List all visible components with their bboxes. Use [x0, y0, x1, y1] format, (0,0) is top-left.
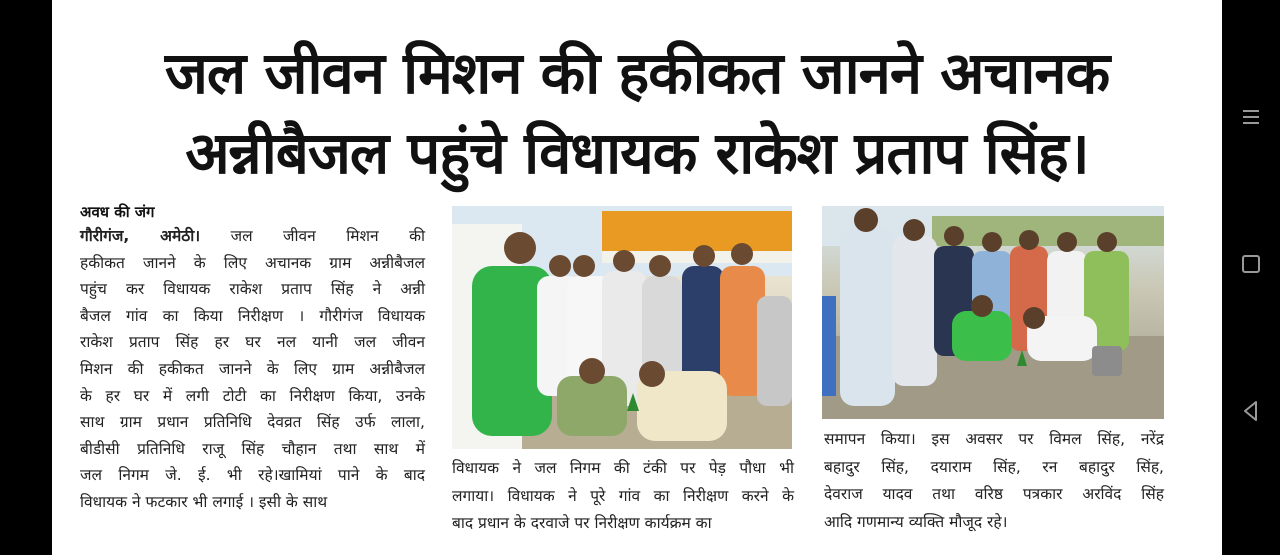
body-line: साथ ग्राम प्रधान प्रतिनिधि देवव्रत सिंह उर्फ लाला,	[80, 413, 425, 432]
news-photo-group-planting	[452, 206, 792, 449]
byline: अवध की जंग	[80, 203, 155, 221]
photo-illustration	[822, 206, 1164, 419]
caption-line: बहादुर सिंह, दयाराम सिंह, रन बहादुर सिंह,	[824, 457, 1164, 476]
news-photo-mla-planting	[822, 206, 1164, 419]
headline-line-1: जल जीवन मिशन की हकीकत जानने अचानक	[164, 39, 1110, 107]
body-line: हकीकत जानने के लिए अचानक ग्राम अन्नीबैजल	[80, 253, 425, 272]
square-icon[interactable]	[1222, 255, 1280, 273]
body-line: विधायक ने फटकार भी लगाई । इसी के साथ	[80, 492, 328, 511]
photo-illustration	[452, 206, 792, 449]
article-column-left	[80, 201, 425, 516]
headline-line-2: अन्नीबैजल पहुंचे विधायक राकेश प्रताप सिंह।	[185, 119, 1089, 187]
dateline: गौरीगंज, अमेठी।	[80, 227, 201, 245]
back-icon[interactable]	[1222, 400, 1280, 426]
caption-line: समापन किया। इस अवसर पर विमल सिंह, नरेंद्र	[824, 430, 1164, 448]
caption-line: विधायक ने जल निगम की टंकी पर पेड़ पौधा भी	[452, 459, 794, 477]
article-body-left	[80, 223, 425, 516]
photo-caption-right	[824, 426, 1164, 536]
caption-line: लगाया। विधायक ने पूरे गांव का निरीक्षण करने के	[452, 486, 794, 505]
body-line: राकेश प्रताप सिंह हर घर नल यानी जल जीवन	[80, 333, 425, 352]
android-nav-bar	[1222, 0, 1280, 555]
newspaper-clipping	[52, 0, 1222, 555]
photo-caption-middle	[452, 455, 794, 538]
caption-line: बाद प्रधान के दरवाजे पर निरीक्षण कार्यक्रम का	[452, 514, 712, 532]
menu-icon[interactable]	[1222, 106, 1280, 128]
body-line: मिशन की हकीकत जानने के लिए ग्राम अन्नीबैजल	[80, 359, 425, 378]
left-black-border	[0, 0, 52, 555]
caption-line: आदि गणमान्य व्यक्ति मौजूद रहे।	[824, 512, 1008, 531]
body-line: जल निगम जे. ई. भी रहे।खामियां पाने के बाद	[80, 466, 425, 485]
body-line: जल जीवन मिशन की	[230, 227, 426, 245]
body-line: बैजल गांव का किया निरीक्षण । गौरीगंज विधायक	[80, 306, 425, 325]
body-line: के हर घर में लगी टोटी का निरीक्षण किया, उनके	[80, 386, 425, 405]
body-line: पहुंच कर विधायक राकेश प्रताप सिंह ने अन्नी	[80, 280, 425, 299]
body-line: बीडीसी प्रतिनिधि राजू सिंह चौहान तथा साथ में	[80, 439, 425, 458]
caption-line: देवराज यादव तथा वरिष्ठ पत्रकार अरविंद सिंह	[824, 485, 1164, 503]
